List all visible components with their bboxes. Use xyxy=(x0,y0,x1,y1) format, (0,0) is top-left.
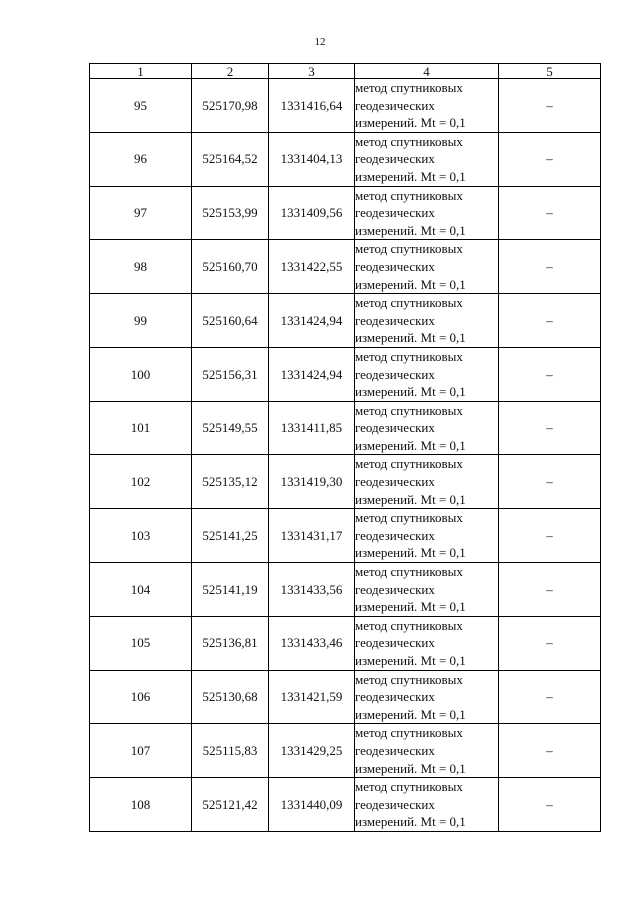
method-text-line: измерений. Mt = 0,1 xyxy=(355,222,466,238)
note-cell: – xyxy=(499,455,601,509)
note-cell: – xyxy=(499,563,601,617)
method-text-line: измерений. Mt = 0,1 xyxy=(355,330,466,346)
x-coordinate-cell: 525141,19 xyxy=(192,563,269,617)
column-header-4: 4 xyxy=(355,64,499,79)
y-coordinate-cell: 1331440,09 xyxy=(269,778,355,832)
method-text-line: измерений. Mt = 0,1 xyxy=(355,653,466,668)
method-text-line: геодезических xyxy=(355,742,435,758)
method-cell xyxy=(355,401,499,455)
method-text-line: геодезических xyxy=(355,151,435,167)
x-coordinate-cell: 525149,55 xyxy=(192,401,269,455)
method-cell xyxy=(355,240,499,294)
note-cell: – xyxy=(499,616,601,670)
table-row xyxy=(90,240,601,294)
method-text-line: геодезических xyxy=(355,527,435,543)
table-row xyxy=(90,186,601,240)
method-text-line: измерений. Mt = 0,1 xyxy=(355,706,466,722)
method-text-line: метод спутниковых xyxy=(355,402,463,418)
method-text-line: измерений. Mt = 0,1 xyxy=(355,814,466,830)
y-coordinate-cell: 1331433,46 xyxy=(269,616,355,670)
method-text-line: измерений. Mt = 0,1 xyxy=(355,168,466,184)
y-coordinate-cell: 1331409,56 xyxy=(269,186,355,240)
method-text-line: метод спутниковых xyxy=(355,187,463,203)
method-text-line: измерений. Mt = 0,1 xyxy=(355,384,466,400)
note-cell: – xyxy=(499,347,601,401)
x-coordinate-cell: 525160,70 xyxy=(192,240,269,294)
column-header-3: 3 xyxy=(269,64,355,79)
column-header-5: 5 xyxy=(499,64,601,79)
point-number-cell: 100 xyxy=(90,347,192,401)
method-cell xyxy=(355,455,499,509)
method-cell xyxy=(355,509,499,563)
method-text-line: метод спутниковых xyxy=(355,456,463,472)
point-number-cell: 98 xyxy=(90,240,192,294)
method-cell xyxy=(355,778,499,832)
method-text-line: метод спутниковых xyxy=(355,564,463,580)
method-text-line: измерений. Mt = 0,1 xyxy=(355,115,466,131)
y-coordinate-cell: 1331424,94 xyxy=(269,294,355,348)
y-coordinate-cell: 1331433,56 xyxy=(269,563,355,617)
method-text-line: геодезических xyxy=(355,581,435,597)
y-coordinate-cell: 1331416,64 xyxy=(269,79,355,133)
table-row xyxy=(90,724,601,778)
point-number-cell: 105 xyxy=(90,616,192,670)
method-cell xyxy=(355,186,499,240)
note-cell: – xyxy=(499,724,601,778)
x-coordinate-cell: 525130,68 xyxy=(192,670,269,724)
y-coordinate-cell: 1331411,85 xyxy=(269,401,355,455)
y-coordinate-cell: 1331422,55 xyxy=(269,240,355,294)
method-text-line: метод спутниковых xyxy=(355,617,463,633)
method-cell xyxy=(355,347,499,401)
x-coordinate-cell: 525170,98 xyxy=(192,79,269,133)
point-number-cell: 108 xyxy=(90,778,192,832)
table-row xyxy=(90,79,601,133)
method-cell xyxy=(355,294,499,348)
column-header-2: 2 xyxy=(192,64,269,79)
x-coordinate-cell: 525153,99 xyxy=(192,186,269,240)
x-coordinate-cell: 525164,52 xyxy=(192,132,269,186)
y-coordinate-cell: 1331421,59 xyxy=(269,670,355,724)
y-coordinate-cell: 1331404,13 xyxy=(269,132,355,186)
table-row xyxy=(90,132,601,186)
method-text-line: измерений. Mt = 0,1 xyxy=(355,491,466,507)
method-text-line: геодезических xyxy=(355,635,435,651)
note-cell: – xyxy=(499,294,601,348)
method-text-line: измерений. Mt = 0,1 xyxy=(355,276,466,292)
y-coordinate-cell: 1331431,17 xyxy=(269,509,355,563)
method-text-line: метод спутниковых xyxy=(355,80,463,95)
point-number-cell: 104 xyxy=(90,563,192,617)
column-header-1: 1 xyxy=(90,64,192,79)
table-row xyxy=(90,347,601,401)
point-number-cell: 97 xyxy=(90,186,192,240)
table-row xyxy=(90,616,601,670)
method-text-line: метод спутниковых xyxy=(355,779,463,795)
point-number-cell: 107 xyxy=(90,724,192,778)
method-cell xyxy=(355,616,499,670)
table-row xyxy=(90,670,601,724)
note-cell: – xyxy=(499,509,601,563)
method-cell xyxy=(355,132,499,186)
coordinates-table xyxy=(89,63,601,832)
point-number-cell: 101 xyxy=(90,401,192,455)
method-text-line: измерений. Mt = 0,1 xyxy=(355,599,466,615)
method-text-line: измерений. Mt = 0,1 xyxy=(355,760,466,776)
y-coordinate-cell: 1331424,94 xyxy=(269,347,355,401)
method-text-line: геодезических xyxy=(355,366,435,382)
x-coordinate-cell: 525156,31 xyxy=(192,347,269,401)
x-coordinate-cell: 525141,25 xyxy=(192,509,269,563)
point-number-cell: 96 xyxy=(90,132,192,186)
note-cell: – xyxy=(499,79,601,133)
method-text-line: геодезических xyxy=(355,97,435,113)
method-text-line: метод спутниковых xyxy=(355,295,463,311)
x-coordinate-cell: 525160,64 xyxy=(192,294,269,348)
method-text-line: геодезических xyxy=(355,689,435,705)
note-cell: – xyxy=(499,132,601,186)
method-text-line: измерений. Mt = 0,1 xyxy=(355,545,466,561)
method-text-line: метод спутниковых xyxy=(355,510,463,526)
method-text-line: геодезических xyxy=(355,205,435,221)
method-text-line: геодезических xyxy=(355,474,435,490)
note-cell: – xyxy=(499,186,601,240)
point-number-cell: 95 xyxy=(90,79,192,133)
note-cell: – xyxy=(499,670,601,724)
x-coordinate-cell: 525136,81 xyxy=(192,616,269,670)
point-number-cell: 99 xyxy=(90,294,192,348)
x-coordinate-cell: 525121,42 xyxy=(192,778,269,832)
table-row xyxy=(90,778,601,832)
point-number-cell: 106 xyxy=(90,670,192,724)
y-coordinate-cell: 1331419,30 xyxy=(269,455,355,509)
note-cell: – xyxy=(499,240,601,294)
method-cell xyxy=(355,79,499,133)
point-number-cell: 102 xyxy=(90,455,192,509)
table-row xyxy=(90,563,601,617)
y-coordinate-cell: 1331429,25 xyxy=(269,724,355,778)
x-coordinate-cell: 525115,83 xyxy=(192,724,269,778)
method-cell xyxy=(355,724,499,778)
note-cell: – xyxy=(499,401,601,455)
method-text-line: геодезических xyxy=(355,420,435,436)
method-cell xyxy=(355,563,499,617)
method-text-line: метод спутниковых xyxy=(355,671,463,687)
table-row xyxy=(90,294,601,348)
table-body xyxy=(90,79,601,832)
x-coordinate-cell: 525135,12 xyxy=(192,455,269,509)
table-row xyxy=(90,401,601,455)
method-text-line: метод спутниковых xyxy=(355,348,463,364)
point-number-cell: 103 xyxy=(90,509,192,563)
method-text-line: геодезических xyxy=(355,312,435,328)
method-text-line: метод спутниковых xyxy=(355,241,463,257)
page-number: 12 xyxy=(314,36,326,48)
method-cell xyxy=(355,670,499,724)
method-text-line: метод спутниковых xyxy=(355,725,463,741)
method-text-line: метод спутниковых xyxy=(355,133,463,149)
table-row xyxy=(90,455,601,509)
table-row xyxy=(90,509,601,563)
note-cell: – xyxy=(499,778,601,832)
table-header-row xyxy=(90,64,601,79)
method-text-line: геодезических xyxy=(355,796,435,812)
method-text-line: измерений. Mt = 0,1 xyxy=(355,437,466,453)
method-text-line: геодезических xyxy=(355,258,435,274)
